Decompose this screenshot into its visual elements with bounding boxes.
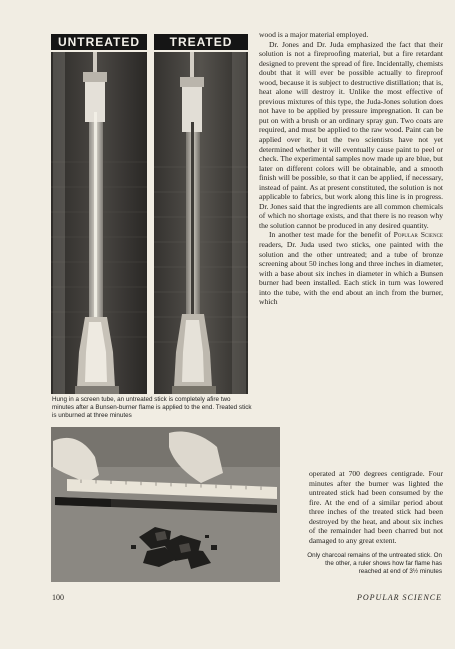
article-text: readers, Dr. Juda used two sticks, one painted with the solution and the other untreated; and a tube of bronze screening about 50 inches long and three inches in diameter, with a base about six inches in diameter in which a Bunsen burner had been installed. Each stick in turn was lowered into the tube, with the end about an inch from the burner, which bbox=[259, 240, 443, 307]
charcoal-photo-graphic bbox=[51, 427, 280, 582]
bottom-photo-caption: Only charcoal remains of the untreated stick. On the other, a ruler shows how far flame has reached at end of 3½ minutes bbox=[307, 552, 442, 575]
article-paragraph bbox=[259, 230, 443, 306]
top-photo-caption: Hung in a screen tube, an untreated stick is completely afire two minutes after a Bunsen-burner flame is applied to the end. Treated stick is unburned at three minutes bbox=[52, 396, 252, 419]
treated-stick-photo bbox=[154, 52, 248, 394]
charcoal-remains-photo bbox=[51, 427, 280, 582]
article-paragraph: operated at 700 degrees centigrade. Four minutes after the burner was lighted the untreated stick had been consumed by the fire. At the end of a similar period about three inches of the treated stick had been destroyed by the heat, and about six inches of the remainder had been charred but not damaged to any great extent. bbox=[309, 469, 443, 545]
article-text: In another test made for the benefit of bbox=[269, 230, 391, 240]
article-column-continued bbox=[309, 469, 443, 545]
untreated-label: UNTREATED bbox=[51, 34, 147, 50]
magazine-reference: Popular Science bbox=[393, 230, 443, 240]
untreated-stick-photo bbox=[51, 52, 147, 394]
page-number: 100 bbox=[52, 593, 64, 602]
magazine-name: POPULAR SCIENCE bbox=[357, 593, 442, 602]
untreated-photo-graphic bbox=[51, 52, 147, 394]
article-paragraph: wood is a major material employed. bbox=[259, 30, 369, 39]
treated-photo-graphic bbox=[154, 52, 248, 394]
article-column bbox=[259, 30, 443, 307]
article-paragraph: Dr. Jones and Dr. Juda emphasized the fact that their solution is not a fireproofing material, but a fire retardant designed to prevent the spread of fire. Incidentally, chemists doubt that it will ever be possible actually to fireproof wood, because it is subject to destructive distillation; that is, heat alone will destroy it. Unlike the most effective of previous mixtures of this type, the Juda-Jones solution does not have to be applied by pressure impregnation. It can be put on with a brush or an ordinary spray gun. Two coats are required, and must be applied to the raw wood. Paint can be applied over it, but the two scientists have not yet determined whether it will eventually cause paint to peel or check. The experimental samples now made up are blue, but later on different colors will be obtainable, and a smooth finish will be possible, so that it can be applied, if necessary, instead of paint. As at present constituted, the solution is not applicable to fabrics, but work along this line is in progress. Dr. Jones said that the ingredients are all common chemicals of which no shortage exists, and that there is no reason why the solution cannot be produced in any desired quantity. bbox=[259, 39, 443, 230]
treated-label: TREATED bbox=[154, 34, 248, 50]
